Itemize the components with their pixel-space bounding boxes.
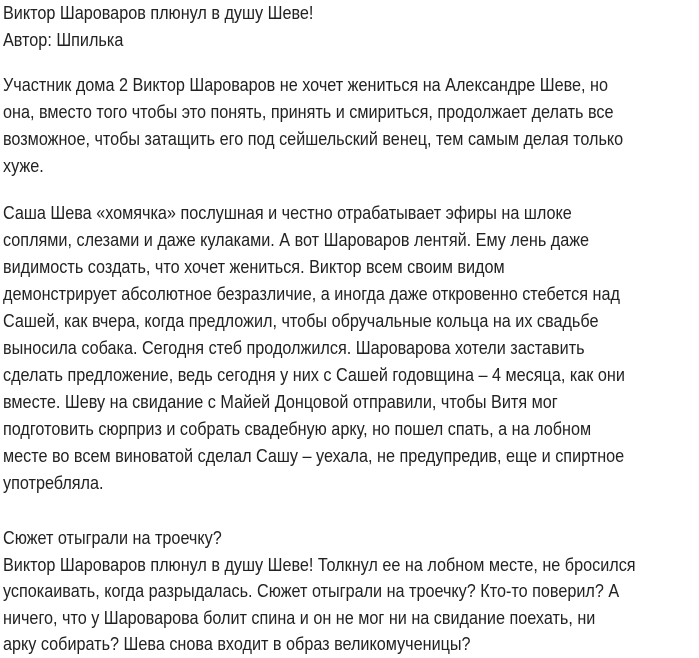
paragraph-line: Саша Шева «хомячка» послушная и честно отрабатывает эфиры на шлоке (3, 203, 572, 223)
paragraph-line: подготовить сюрприз и собрать свадебную арку, но пошел спать, а на лобном (3, 419, 592, 439)
paragraph-line: она, вместо того чтобы это понять, принять и смириться, продолжает делать все (3, 102, 614, 122)
paragraph-line: ничего, что у Шароварова болит спина и он не мог ни на свидание поехать, ни (3, 607, 596, 628)
subheading: Сюжет отыграли на троечку? (3, 528, 222, 548)
article-author: Автор: Шпилька (3, 30, 124, 50)
paragraph-line: возможное, чтобы затащить его под сейшельский венец, тем самым делая только (3, 129, 624, 149)
article-title: Виктор Шароваров плюнул в душу Шеве! (3, 3, 314, 23)
paragraph-line: месте во всем виноватой сделал Сашу – уехала, не предупредив, еще и спиртное (3, 446, 625, 466)
paragraph-main (3, 200, 625, 497)
paragraph-line: употребляла. (3, 473, 104, 493)
paragraph-line: Виктор Шароваров плюнул в душу Шеве! Толкнул ее на лобном месте, не бросился (3, 554, 636, 575)
paragraph-line: демонстрирует абсолютное безразличие, а иногда даже откровенно стебется над (3, 284, 620, 304)
paragraph-line: соплями, слезами и даже кулаками. А вот Шароваров лентяй. Ему лень даже (3, 230, 590, 250)
paragraph-conclusion (3, 525, 636, 658)
paragraph-line: успокаивать, когда разрыдалась. Сюжет отыграли на троечку? Кто-то поверил? А (3, 581, 620, 601)
paragraph-line: вместе. Шеву на свидание с Майей Донцовой отправили, чтобы Витя мог (3, 392, 558, 412)
paragraph-line: арку собирать? Шева снова входит в образ великомученицы? (3, 634, 471, 654)
paragraph-line: сделать предложение, ведь сегодня у них с Сашей годовщина – 4 месяца, как они (3, 365, 625, 385)
article-header (3, 0, 313, 54)
paragraph-line: хуже. (3, 156, 44, 176)
paragraph-intro (3, 72, 623, 180)
paragraph-line: выносила собака. Сегодня стеб продолжился. Шароварова хотели заставить (3, 338, 585, 358)
paragraph-line: Сашей, как вчера, когда предложил, чтобы обручальные кольца на их свадьбе (3, 311, 599, 331)
paragraph-line: Участник дома 2 Виктор Шароваров не хочет жениться на Александре Шеве, но (3, 75, 608, 95)
paragraph-line: видимость создать, что хочет жениться. Виктор всем своим видом (3, 257, 505, 277)
